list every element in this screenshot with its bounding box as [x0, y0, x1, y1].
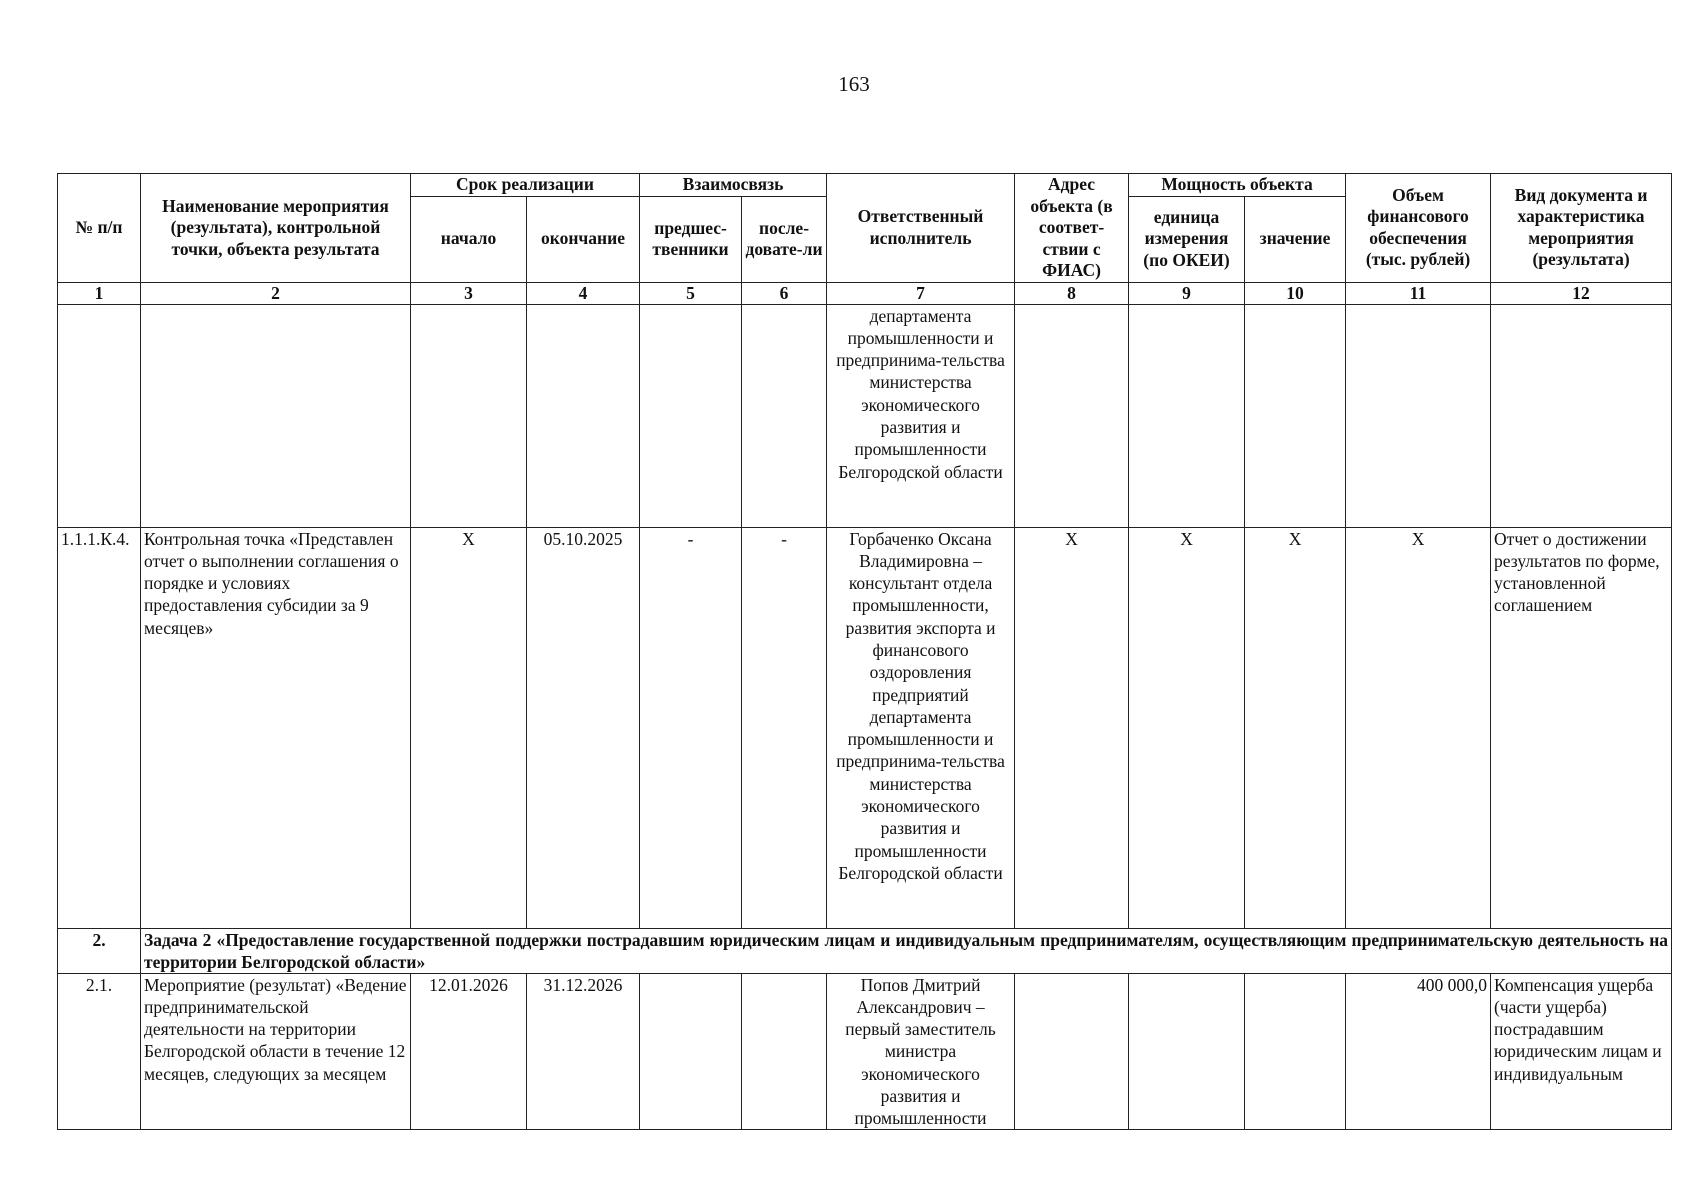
end-cell: [527, 973, 640, 1129]
column-number: 2: [141, 282, 411, 304]
row-number: [58, 973, 141, 1129]
value-cell: [1245, 973, 1346, 1129]
header-capacity-group: Мощность объекта: [1129, 174, 1346, 197]
column-number: 3: [411, 282, 527, 304]
event-plan-table: [57, 173, 1672, 1130]
column-number: 5: [640, 282, 742, 304]
header-start: начало: [411, 196, 527, 282]
document-cell: Отчет о достижении результатов по форме, установленной соглашением: [1491, 527, 1672, 928]
header-row-groups: [58, 174, 1672, 197]
unit-cell: [1129, 973, 1245, 1129]
header-value: значение: [1245, 196, 1346, 282]
start-cell: [411, 973, 527, 1129]
table-row-task: [58, 928, 1672, 973]
header-unit: единица измерения (по ОКЕИ): [1129, 196, 1245, 282]
header-successors: после-довате-ли: [742, 196, 827, 282]
column-number: 4: [527, 282, 640, 304]
finance-cell: X: [1346, 527, 1491, 928]
successors-cell: -: [742, 527, 827, 928]
header-link-group: Взаимосвязь: [640, 174, 827, 197]
column-number: 1: [58, 282, 141, 304]
address-cell: [1015, 973, 1129, 1129]
finance-cell: [1346, 973, 1491, 1129]
column-number: 12: [1491, 282, 1672, 304]
end-cell: 05.10.2025: [527, 527, 640, 928]
header-document: Вид документа и характеристика мероприятия (результата): [1491, 174, 1672, 283]
value-cell: X: [1245, 527, 1346, 928]
row-number: 1.1.1.К.4.: [58, 527, 141, 928]
header-responsible: Ответственный исполнитель: [827, 174, 1015, 283]
column-number-row: [58, 282, 1672, 304]
row-name-text: Мероприятие (результат) «Ведение предпринимательской деятельности на территории Белгородской области в течение 12 месяцев, следующих за месяцем: [144, 974, 407, 1084]
row-number-text: 2.1.: [85, 974, 113, 995]
address-cell: X: [1015, 527, 1129, 928]
header-number: № п/п: [58, 174, 141, 283]
header-name: Наименование мероприятия (результата), контрольной точки, объекта результата: [141, 174, 411, 283]
column-number: 8: [1015, 282, 1129, 304]
table-row-continuation: [58, 304, 1672, 527]
responsible-cell: [827, 973, 1015, 1129]
responsible-cell: департамента промышленности и предпринима-тельства министерства экономического развития и промышленности Белгородской области: [827, 304, 1015, 527]
table-row-event: [58, 973, 1672, 1129]
column-number: 9: [1129, 282, 1245, 304]
header-term-group: Срок реализации: [411, 174, 640, 197]
header-end: окончание: [527, 196, 640, 282]
responsible-text: Попов Дмитрий Александрович – первый заместитель министра экономического развития и промышленности: [845, 974, 996, 1129]
column-number: 6: [742, 282, 827, 304]
predecessors-cell: [640, 973, 742, 1129]
document-cell: [1491, 973, 1672, 1129]
successors-cell: [742, 973, 827, 1129]
document-text: Компенсация ущерба (части ущерба) пострадавшим юридическим лицам и индивидуальным: [1494, 974, 1662, 1084]
header-address: Адрес объекта (в соответ-ствии с ФИАС): [1015, 174, 1129, 283]
finance-text: 400 000,0: [1417, 974, 1488, 995]
table-row-control-point: [58, 527, 1672, 928]
start-cell: X: [411, 527, 527, 928]
header-finance: Объем финансового обеспечения (тыс. рублей): [1346, 174, 1491, 283]
task-title: Задача 2 «Предоставление государственной поддержки пострадавшим юридическим лицам и индивидуальным предпринимателям, осуществляющим предпринимательскую деятельность на территории Белгородской области»: [141, 928, 1672, 973]
column-number: 7: [827, 282, 1015, 304]
row-name: Контрольная точка «Представлен отчет о выполнении соглашения о порядке и условиях предоставления субсидии за 9 месяцев»: [141, 527, 411, 928]
task-number: 2.: [58, 928, 141, 973]
unit-cell: X: [1129, 527, 1245, 928]
end-text: 31.12.2026: [543, 974, 623, 995]
responsible-cell: Горбаченко Оксана Владимировна – консультант отдела промышленности, развития экспорта и финансового оздоровления предприятий департамента промышленности и предпринима-тельства министерства экономического развития и промышленности Белгородской области: [827, 527, 1015, 928]
column-number: 11: [1346, 282, 1491, 304]
column-number: 10: [1245, 282, 1346, 304]
header-predecessors: предшес-твенники: [640, 196, 742, 282]
predecessors-cell: -: [640, 527, 742, 928]
row-name: [141, 973, 411, 1129]
start-text: 12.01.2026: [429, 974, 508, 995]
page-number: 163: [838, 72, 870, 96]
